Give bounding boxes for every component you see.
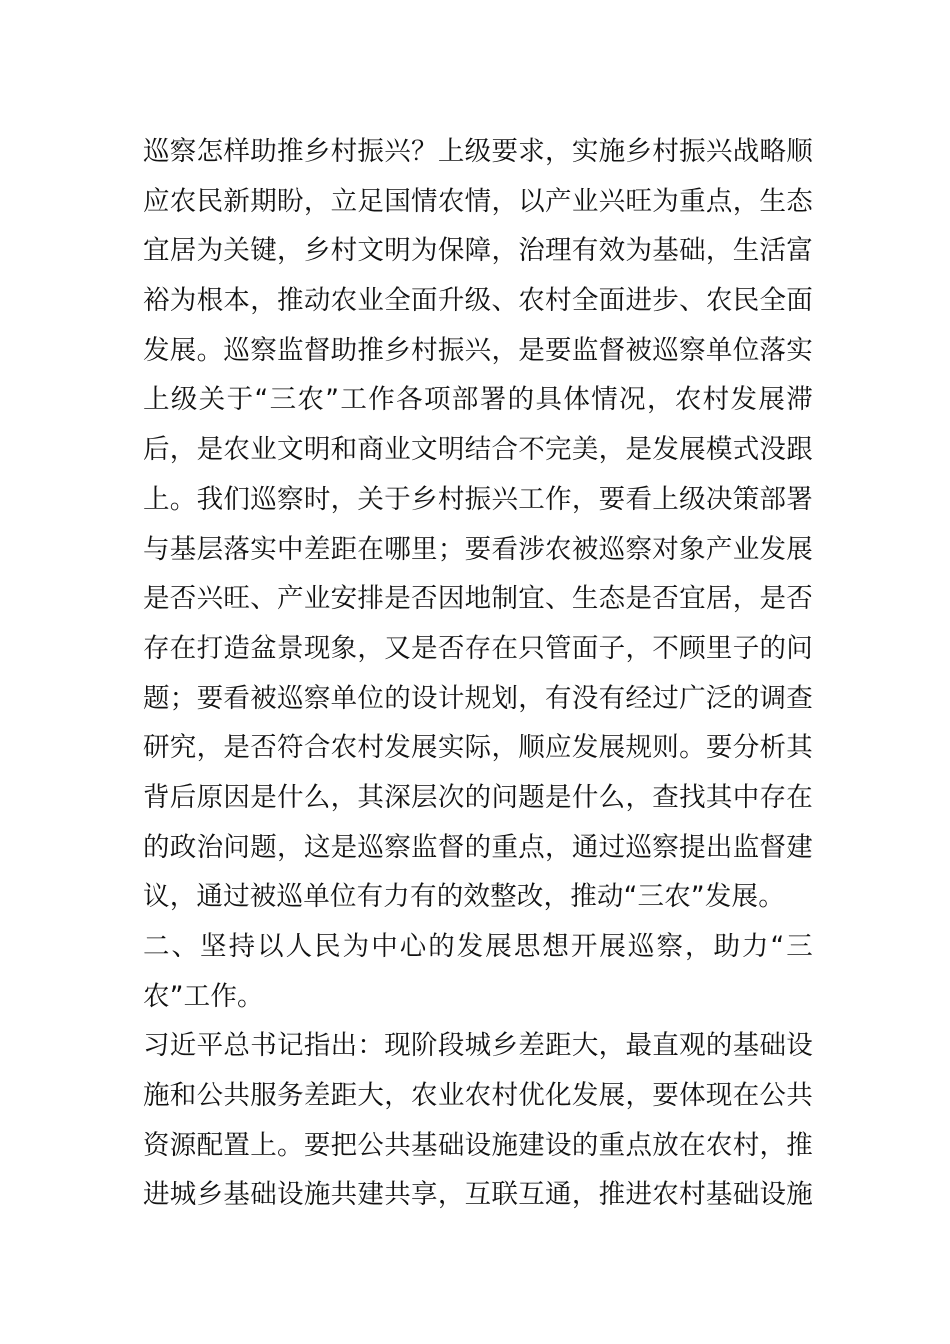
- section-heading-line: 二、坚持以人民为中心的发展思想开展巡察，助力“三: [143, 931, 813, 962]
- text-line: 资源配置上。要把公共基础设施建设的重点放在农村，推: [143, 1129, 813, 1161]
- text-line: 宜居为关键，乡村文明为保障，治理有效为基础，生活富: [143, 235, 813, 267]
- text-line: 的政治问题，这是巡察监督的重点，通过巡察提出监督建: [143, 831, 813, 863]
- text-line: 习近平总书记指出：现阶段城乡差距大，最直观的基础设: [143, 1030, 813, 1062]
- section-heading-line: 农”工作。: [143, 980, 264, 1012]
- text-line: 背后原因是什么，其深层次的问题是什么，查找其中存在: [143, 781, 813, 813]
- text-line: 是否兴旺、产业安排是否因地制宜、生态是否宜居，是否: [143, 583, 813, 615]
- text-line: 应农民新期盼，立足国情农情，以产业兴旺为重点，生态: [143, 185, 813, 217]
- text-line: 存在打造盆景现象，又是否存在只管面子，不顾里子的问: [143, 632, 813, 664]
- text-line: 议，通过被巡单位有力有的效整改，推动“三农”发展。: [143, 881, 785, 913]
- text-line: 进城乡基础设施共建共享，互联互通，推进农村基础设施: [143, 1179, 813, 1211]
- text-line: 裕为根本，推动农业全面升级、农村全面进步、农民全面: [143, 285, 813, 317]
- body-text: [143, 127, 813, 1220]
- text-line: 题；要看被巡察单位的设计规划，有没有经过广泛的调查: [143, 682, 813, 714]
- text-line: 研究，是否符合农村发展实际，顺应发展规则。要分析其: [143, 732, 813, 764]
- text-line: 上级关于“三农”工作各项部署的具体情况，农村发展滞: [143, 384, 813, 416]
- text-line: 施和公共服务差距大，农业农村优化发展，要体现在公共: [143, 1080, 813, 1112]
- text-line: 与基层落实中差距在哪里；要看涉农被巡察对象产业发展: [143, 533, 813, 565]
- text-line: 上。我们巡察时，关于乡村振兴工作，要看上级决策部署: [143, 483, 813, 515]
- text-line: 发展。巡察监督助推乡村振兴，是要监督被巡察单位落实: [143, 334, 813, 366]
- text-line: 后，是农业文明和商业文明结合不完美，是发展模式没跟: [143, 434, 813, 466]
- text-line: 巡察怎样助推乡村振兴？上级要求，实施乡村振兴战略顺: [143, 136, 813, 167]
